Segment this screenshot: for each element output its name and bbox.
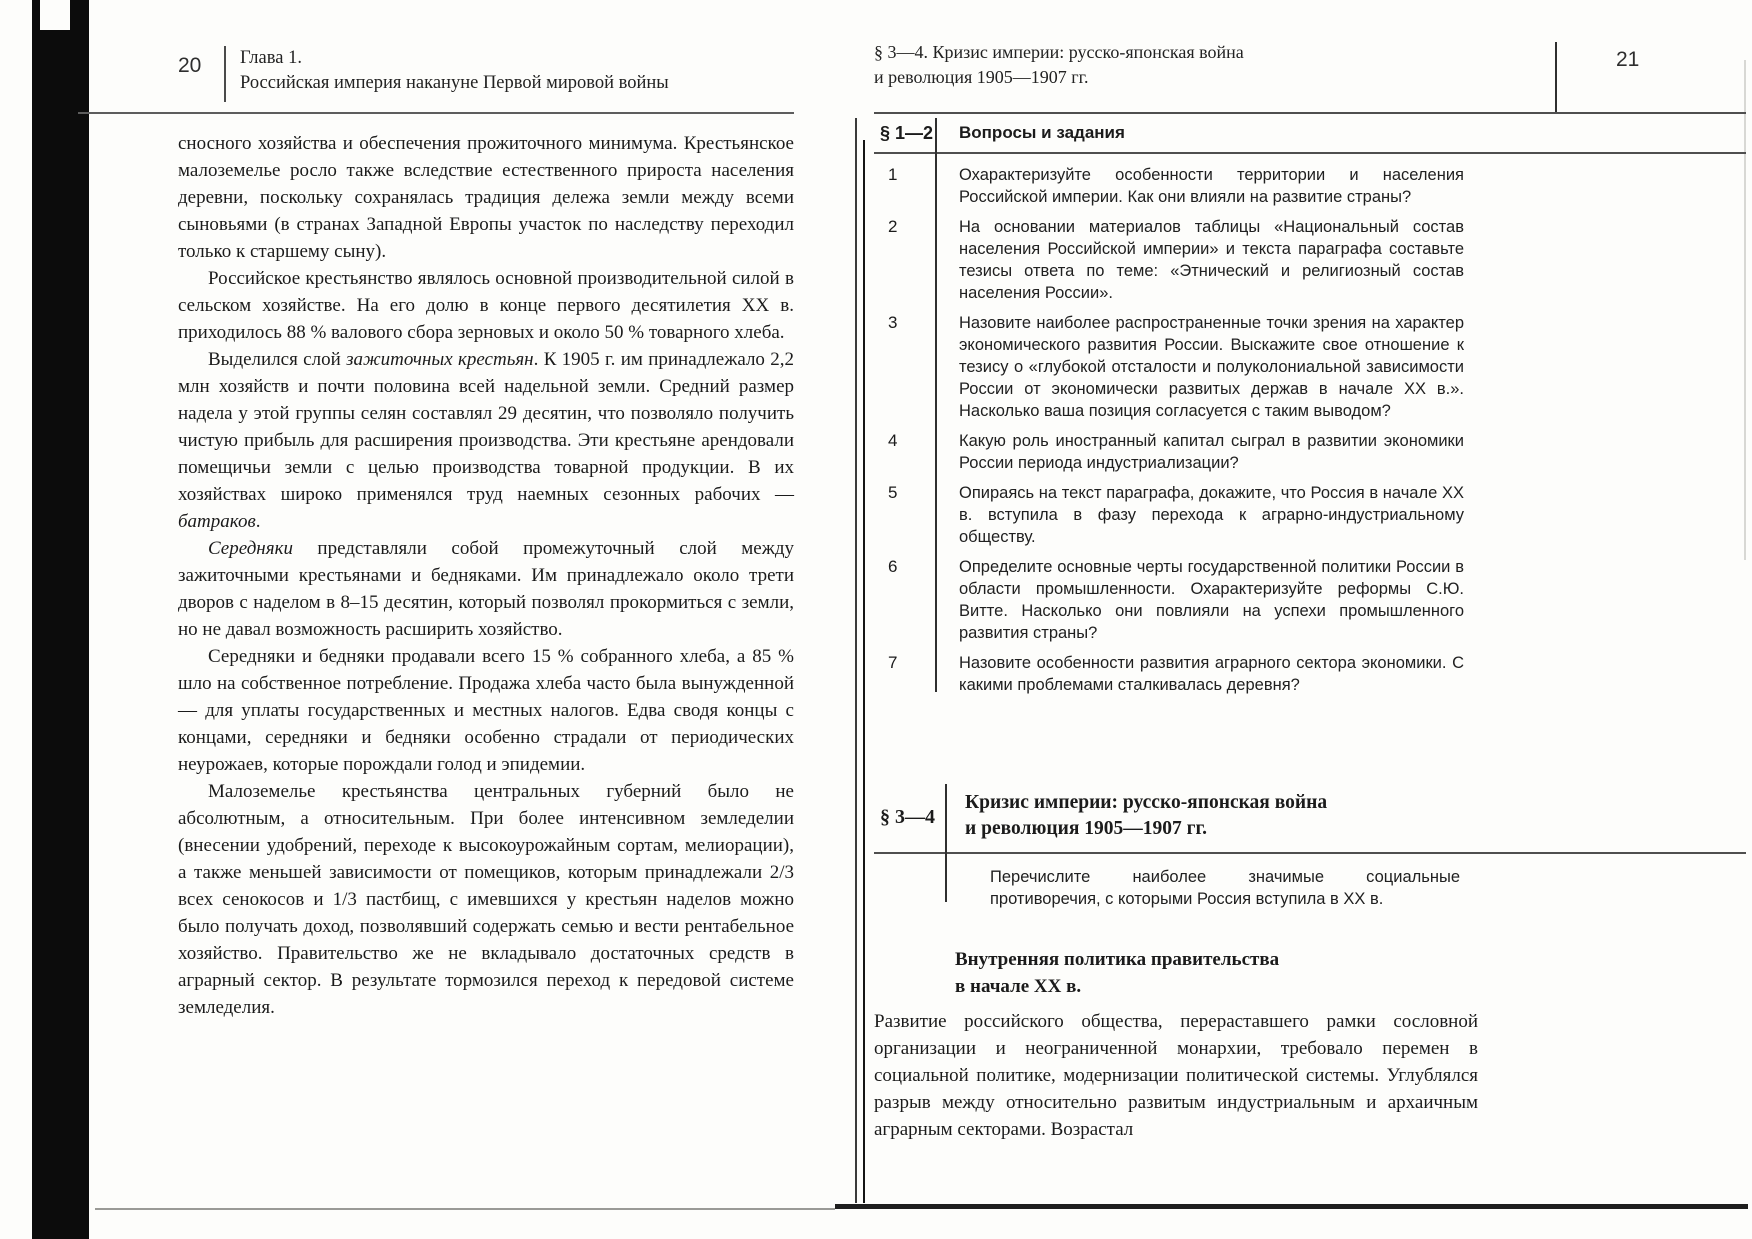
emphasized-term: Середняки xyxy=(208,538,293,559)
section-rule xyxy=(874,852,1746,854)
subsection-title xyxy=(955,946,1746,1000)
subsection-title-line1: Внутренняя политика правительства xyxy=(955,949,1280,970)
right-page xyxy=(874,40,1746,1143)
question-number: 7 xyxy=(888,653,898,672)
section-running-title xyxy=(874,40,1434,90)
scan-bottom-edge xyxy=(95,1208,835,1210)
section-title-line1: Кризис империи: русско-японская война xyxy=(965,792,1328,813)
question-row xyxy=(874,164,1746,208)
section-title-line2: и революция 1905—1907 гг. xyxy=(965,818,1207,839)
paragraph-text: Российское крестьянство являлось основной производительной силой в сельском хозяйстве. На его долю в конце первого десятилетия XX в. приходилось 88 % валового сбора зерновых и около 50 % товарного хлеба. xyxy=(178,268,794,343)
question-text: Определите основные черты государственной политики России в области промышленности. Охарактеризуйте реформы С.Ю. Витте. Насколько они повлияли на успехи промышленного развития страны? xyxy=(959,558,1464,642)
body-paragraph xyxy=(178,778,794,1021)
paragraph-text: . xyxy=(255,511,261,532)
question-row xyxy=(874,556,1746,644)
body-paragraph xyxy=(178,265,794,346)
chapter-title xyxy=(240,46,669,96)
question-number: 6 xyxy=(888,557,898,576)
question-number: 5 xyxy=(888,483,898,502)
paragraph-text: Выделился слой xyxy=(208,349,347,370)
header-divider xyxy=(224,46,226,102)
section-label: § 3—4 xyxy=(880,806,935,828)
subsection-title-line2: в начале XX в. xyxy=(955,976,1082,997)
body-paragraph xyxy=(178,346,794,535)
left-page xyxy=(178,46,794,1021)
body-paragraph xyxy=(178,643,794,778)
question-text: Назовите особенности развития аграрного сектора экономики. С какими проблемами сталкивалась деревня? xyxy=(959,654,1464,694)
question-row xyxy=(874,430,1746,474)
section-lead-question: Перечислите наиболее значимые социальные противоречия, с которыми Россия вступила в XX в. xyxy=(990,868,1460,908)
questions-title: Вопросы и задания xyxy=(959,123,1125,142)
chapter-label: Глава 1. xyxy=(240,48,302,68)
questions-list xyxy=(874,164,1746,696)
section-3-4 xyxy=(874,790,1746,910)
page-gutter-crease xyxy=(863,140,865,1203)
questions-header xyxy=(874,116,1746,150)
paragraph-text: представляли собой промежуточный слой между зажиточными крестьянами и бедняками. Им принадлежало около трети дворов с наделом в 8–15 десятин, который позволял прокормиться с земли, но не давал возможность расширить хозяйство. xyxy=(178,538,794,640)
questions-divider xyxy=(935,118,937,692)
header-rule xyxy=(78,112,794,114)
body-paragraph xyxy=(178,130,794,265)
right-running-header xyxy=(874,40,1746,106)
section-divider xyxy=(945,784,947,902)
question-row xyxy=(874,312,1746,422)
question-number: 2 xyxy=(888,217,898,236)
left-page-number: 20 xyxy=(178,54,202,77)
running-title-line2: и революция 1905—1907 гг. xyxy=(874,67,1089,87)
paragraph-text: Малоземелье крестьянства центральных губерний было не абсолютным, а относительным. При более интенсивном земледелии (внесении удобрений, переходе к высокоурожайным сортам, мелиорации), а также меньшей зависимости от помещиков, которым принадлежали 2/3 всех сенокосов и 1/3 пастбищ, с имевшихся у крестьян наделов можно было получать доход, позволявший содержать семью и вести рентабельное хозяйство. Правительство же не вкладывало достаточных средств в аграрный сектор. В результате тормозился переход к передовой системе земледелия. xyxy=(178,781,794,1018)
question-text: Назовите наиболее распространенные точки зрения на характер экономического развития России. Выскажите свое отношение к тезису о «глубокой отсталости и полуколониальной зависимости России от экономически развитых держав в начале XX в.». Насколько ваша позиция согласуется с таким выводом? xyxy=(959,314,1464,420)
questions-rule xyxy=(874,152,1746,154)
right-page-number: 21 xyxy=(1616,48,1640,71)
left-page-body xyxy=(178,130,794,1021)
scan-bottom-edge xyxy=(835,1204,1748,1209)
question-number: 1 xyxy=(888,165,898,184)
questions-section-label: § 1—2 xyxy=(880,122,934,143)
page-gutter-crease xyxy=(855,118,857,1203)
header-rule xyxy=(874,112,1746,114)
emphasized-term: зажиточных крестьян xyxy=(346,349,534,370)
running-title-line1: § 3—4. Кризис империи: русско-японская война xyxy=(874,42,1244,62)
question-text: Какую роль иностранный капитал сыграл в развитии экономики России периода индустриализации? xyxy=(959,432,1464,472)
questions-block xyxy=(874,116,1746,696)
paragraph-text: сносного хозяйства и обеспечения прожиточного минимума. Крестьянское малоземелье росло также вследствие естественного прироста населения деревни, поскольку сохранялась традиция дележа земли между всеми сыновьями (в странах Западной Европы участок по наследству переходил только к старшему сыну). xyxy=(178,133,794,262)
scan-band-notch xyxy=(40,0,70,30)
question-text: Опираясь на текст параграфа, докажите, что Россия в начале XX в. вступила в фазу перехода к аграрно-индустриальному обществу. xyxy=(959,484,1464,546)
question-number: 4 xyxy=(888,431,898,450)
body-paragraph xyxy=(178,535,794,643)
left-running-header xyxy=(178,46,794,102)
question-row xyxy=(874,482,1746,548)
section-title xyxy=(965,790,1445,842)
chapter-name: Российская империя накануне Первой мировой войны xyxy=(240,73,669,93)
paragraph-text: . К 1905 г. им принадлежало 2,2 млн хозяйств и почти половина всей надельной земли. Средний размер надела у этой группы селян составлял 29 десятин, что позволяло получить чистую прибыль для расширения производства. Эти крестьяне арендовали помещичьи земли с целью производства товарной продукции. В их хозяйствах широко применялся труд наемных сезонных рабочих — xyxy=(178,349,794,505)
question-text: Охарактеризуйте особенности территории и населения Российской империи. Как они влияли на развитие страны? xyxy=(959,166,1464,206)
subsection-paragraph: Развитие российского общества, перераставшего рамки сословной организации и неограниченной монархии, требовало перемен в социальной политике, модернизации политической системы. Углублялся разрыв между относительно развитым индустриальным и архаичным аграрным секторами. Возрастал xyxy=(874,1011,1478,1140)
header-divider xyxy=(1555,42,1557,112)
question-row xyxy=(874,652,1746,696)
paragraph-text: Середняки и бедняки продавали всего 15 % собранного хлеба, а 85 % шло на собственное потребление. Продажа хлеба часто была вынужденной — для уплаты государственных и местных налогов. Едва сводя концы с концами, середняки и бедняки особенно страдали от периодических неурожаев, которые порождали голод и эпидемии. xyxy=(178,646,794,775)
emphasized-term: батраков xyxy=(178,511,256,532)
question-text: На основании материалов таблицы «Национальный состав населения Российской империи» и текста параграфа составьте тезисы ответа по теме: «Этнический и религиозный состав населения России». xyxy=(959,218,1464,302)
question-number: 3 xyxy=(888,313,898,332)
question-row xyxy=(874,216,1746,304)
scan-left-black-band xyxy=(32,0,89,1239)
